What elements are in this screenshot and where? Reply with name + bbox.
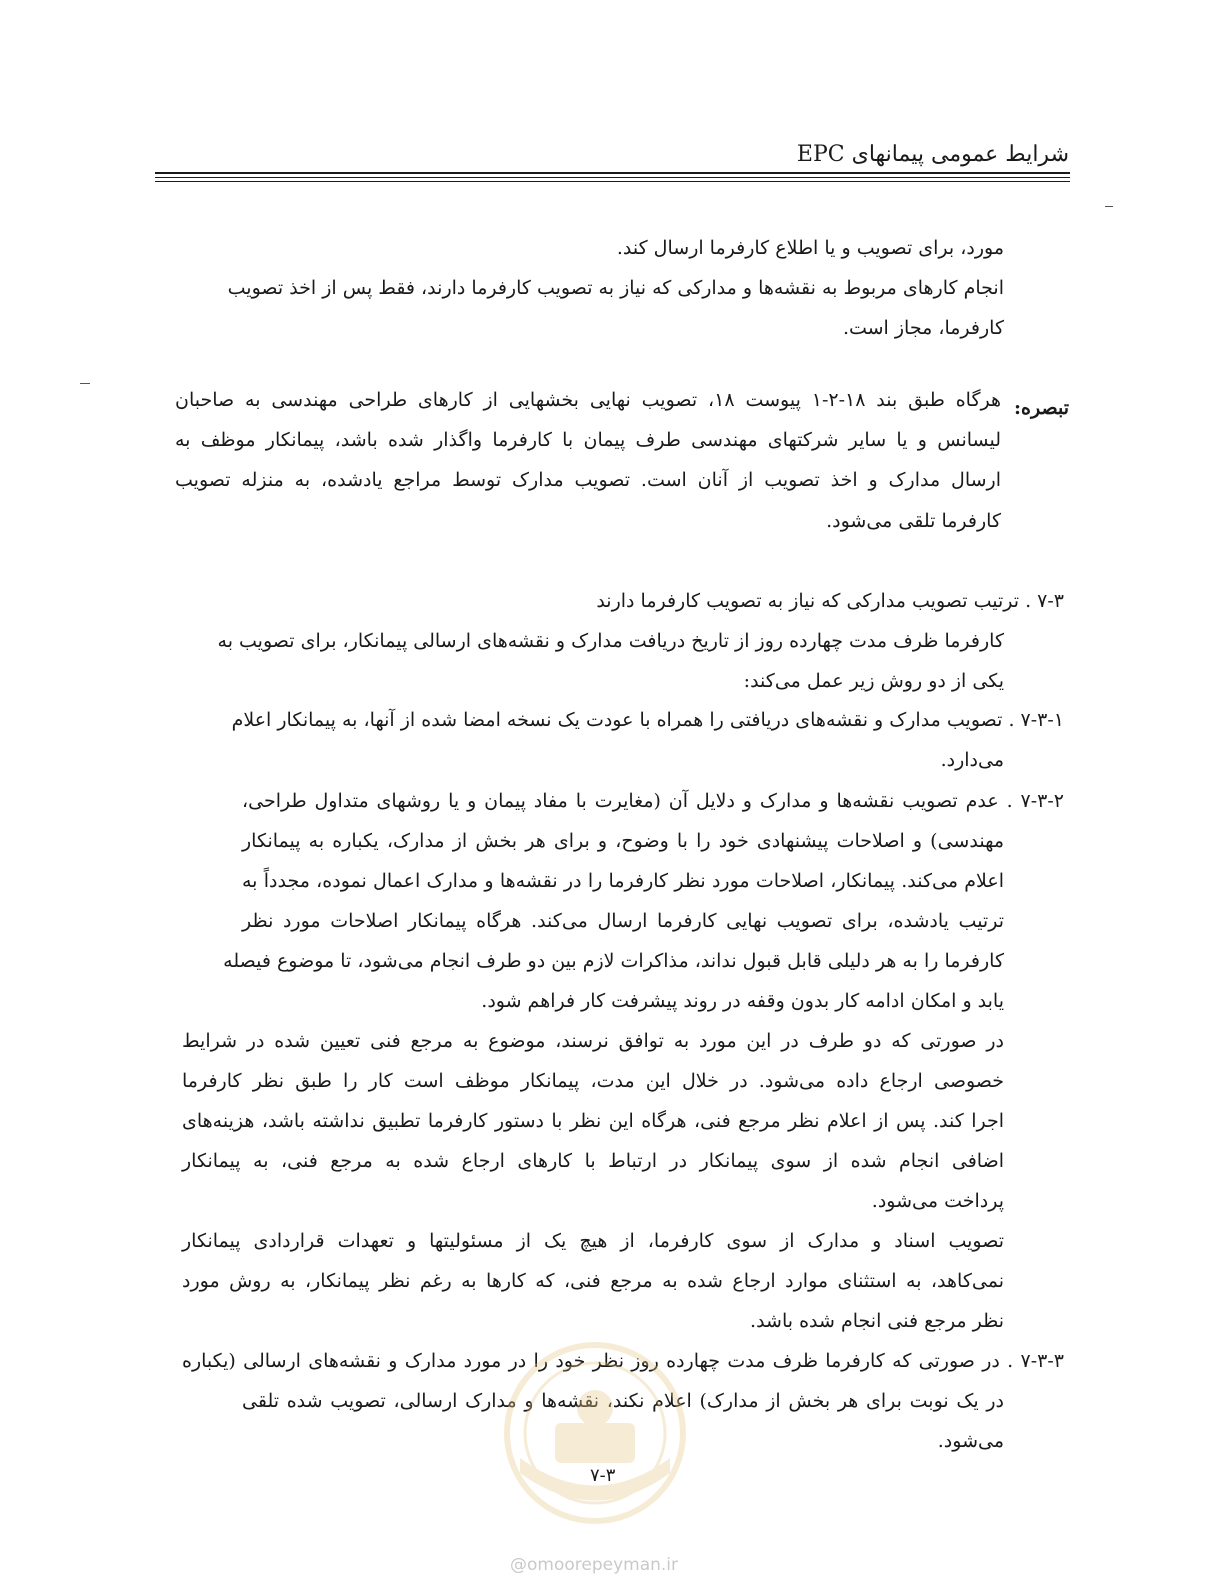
- clause-line: ترتیب یادشده، برای تصویب نهایی کارفرما ارسال می‌کند. هرگاه پیمانکار اصلاحات مورد نظر: [242, 910, 1004, 932]
- clause-line: ۷-۳-۲ . عدم تصویب نقشه‌ها و مدارک و دلایل آن (مغایرت با مفاد پیمان و یا روشهای متداول طراحی،: [242, 790, 1064, 812]
- section-line: کارفرما ظرف مدت چهارده روز از تاریخ دریافت مدارک و نقشه‌های ارسالی پیمانکار، برای تصویب به: [217, 630, 1004, 652]
- note-line: کارفرما تلقی می‌شود.: [826, 510, 1001, 532]
- paragraph-line: نمی‌کاهد، به استثنای موارد ارجاع شده به مرجع فنی، که کارها به رغم نظر پیمانکار، به روش مورد: [182, 1270, 1004, 1292]
- paragraph-line: در صورتی که دو طرف در این مورد به توافق نرسند، موضوع به مرجع فنی تعیین شده در شرایط: [182, 1030, 1004, 1052]
- scan-mark: [1105, 206, 1113, 207]
- header-rule: [155, 172, 1070, 174]
- clause-line: در یک نوبت برای هر بخش از مدارک) اعلام نکند، نقشه‌ها و مدارک ارسالی، تصویب شده تلقی: [242, 1390, 1004, 1412]
- clause-line: یابد و امکان ادامه کار بدون وقفه در روند پیشرفت کار فراهم شود.: [481, 990, 1004, 1012]
- section-heading: ۷-۳ . ترتیب تصویب مدارکی که نیاز به تصویب کارفرما دارند: [596, 590, 1064, 612]
- section-line: یکی از دو روش زیر عمل می‌کند:: [743, 670, 1004, 692]
- clause-line: ۷-۳-۳ . در صورتی که کارفرما ظرف مدت چهارده روز نظر خود را در مورد مدارک و نقشه‌های ارسالی (یکباره: [182, 1350, 1064, 1372]
- paragraph-line: کارفرما، مجاز است.: [842, 317, 1004, 339]
- note-line: هرگاه طبق بند ۱۸-۲-۱ پیوست ۱۸، تصویب نهایی بخشهایی از کارهای طراحی مهندسی به صاحبان: [175, 389, 1001, 411]
- clause-line: می‌شود.: [937, 1430, 1004, 1452]
- paragraph-line: خصوصی ارجاع داده می‌شود. در خلال این مدت، پیمانکار موظف است کار را طبق نظر کارفرما: [182, 1070, 1004, 1092]
- scan-mark: [80, 383, 90, 384]
- clause-line: کارفرما را به هر دلیلی قابل قبول نداند، مذاکرات لازم بین دو طرف انجام می‌شود، تا موضوع فیصله: [223, 950, 1004, 972]
- paragraph-line: تصویب اسناد و مدارک از سوی کارفرما، از هیچ یک از مسئولیتها و تعهدات قراردادی پیمانکار: [182, 1230, 1004, 1252]
- paragraph-line: نظر مرجع فنی انجام شده باشد.: [750, 1310, 1004, 1332]
- clause-line: مهندسی) و اصلاحات پیشنهادی خود را با وضوح، و برای هر بخش از مدارک، یکباره به پیمانکار: [242, 830, 1004, 852]
- watermark-url: @omoorepeyman.ir: [510, 1555, 679, 1575]
- watermark-seal-icon: [500, 1338, 690, 1528]
- paragraph-line: انجام کارهای مربوط به نقشه‌ها و مدارکی که نیاز به تصویب کارفرما دارند، فقط پس از اخذ تصویب: [227, 277, 1004, 299]
- paragraph-line: اجرا کند. پس از اعلام نظر مرجع فنی، هرگاه این نظر با دستور کارفرما تطبیق نداشته باشد، هزینه‌های: [182, 1110, 1004, 1132]
- paragraph-line: مورد، برای تصویب و یا اطلاع کارفرما ارسال کند.: [616, 237, 1004, 259]
- note-line: ارسال مدارک و اخذ تصویب از آنان است. تصویب مدارک توسط مراجع یادشده، به منزله تصویب: [175, 469, 1001, 491]
- clause-line: اعلام می‌کند. پیمانکار، اصلاحات مورد نظر کارفرما را در نقشه‌ها و مدارک اعمال نموده، مجدداً به: [242, 870, 1004, 892]
- header-rule: [155, 181, 1070, 182]
- paragraph-line: پرداخت می‌شود.: [871, 1190, 1004, 1212]
- page-header-title: شرایط عمومی پیمانهای EPC: [796, 142, 1069, 167]
- note-label: تبصره:: [1014, 397, 1069, 419]
- clause-line: می‌دارد.: [940, 749, 1004, 771]
- paragraph-line: اضافی انجام شده از سوی پیمانکار در ارتباط با کارهای ارجاع شده به مرجع فنی، به پیمانکار: [182, 1150, 1004, 1172]
- page-number: ۷-۳: [590, 1465, 616, 1486]
- header-rule: [155, 177, 1070, 178]
- note-line: لیسانس و یا سایر شرکتهای مهندسی طرف پیمان با کارفرما واگذار شده باشد، پیمانکار موظف به: [175, 429, 1001, 451]
- clause-line: ۷-۳-۱ . تصویب مدارک و نقشه‌های دریافتی را همراه با عودت یک نسخه امضا شده از آنها، به پیمانکار اعلام: [231, 709, 1064, 731]
